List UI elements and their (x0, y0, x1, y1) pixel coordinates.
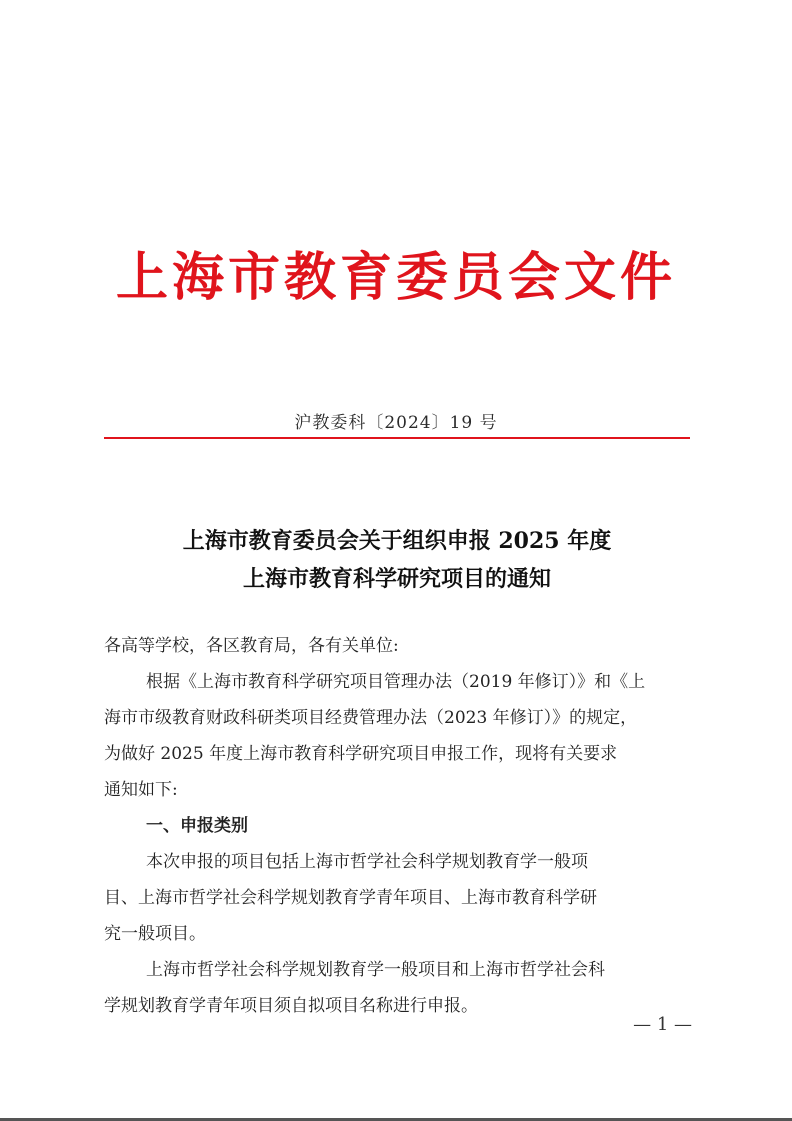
paragraph-line: 为做好 2025 年度上海市教育科学研究项目申报工作，现将有关要求 (104, 744, 618, 764)
paragraph-line: 根据《上海市教育科学研究项目管理办法（2019 年修订）》和《上 (146, 672, 646, 692)
paragraph-line: 究一般项目。 (104, 924, 206, 944)
header-divider (104, 437, 690, 439)
notice-title-line-1: 上海市教育委员会关于组织申报 2025 年度 (182, 528, 612, 554)
paragraph-line: 通知如下: (104, 780, 178, 800)
notice-title-line-2: 上海市教育科学研究项目的通知 (242, 566, 551, 592)
page-number: — 1 — (633, 1014, 692, 1035)
paragraph-line: 目、上海市哲学社会科学规划教育学青年项目、上海市教育科学研 (104, 888, 597, 908)
notice-body (104, 628, 692, 1024)
salutation: 各高等学校，各区教育局，各有关单位: (104, 636, 399, 656)
paragraph-line: 上海市哲学社会科学规划教育学一般项目和上海市哲学社会科 (146, 960, 605, 980)
document-number: 沪教委科〔2024〕19 号 (294, 413, 498, 433)
notice-title (104, 522, 690, 598)
paragraph-line: 学规划教育学青年项目须自拟项目名称进行申报。 (104, 996, 478, 1016)
paragraph-line: 海市市级教育财政科研类项目经费管理办法（2023 年修订）》的规定， (104, 708, 638, 728)
paragraph-1 (104, 664, 692, 808)
paragraph-2 (104, 844, 692, 952)
document-header-title: 上海市教育委员会文件 (115, 247, 676, 308)
section-heading-1: 一、申报类别 (146, 816, 248, 836)
paragraph-line: 本次申报的项目包括上海市哲学社会科学规划教育学一般项 (146, 852, 588, 872)
